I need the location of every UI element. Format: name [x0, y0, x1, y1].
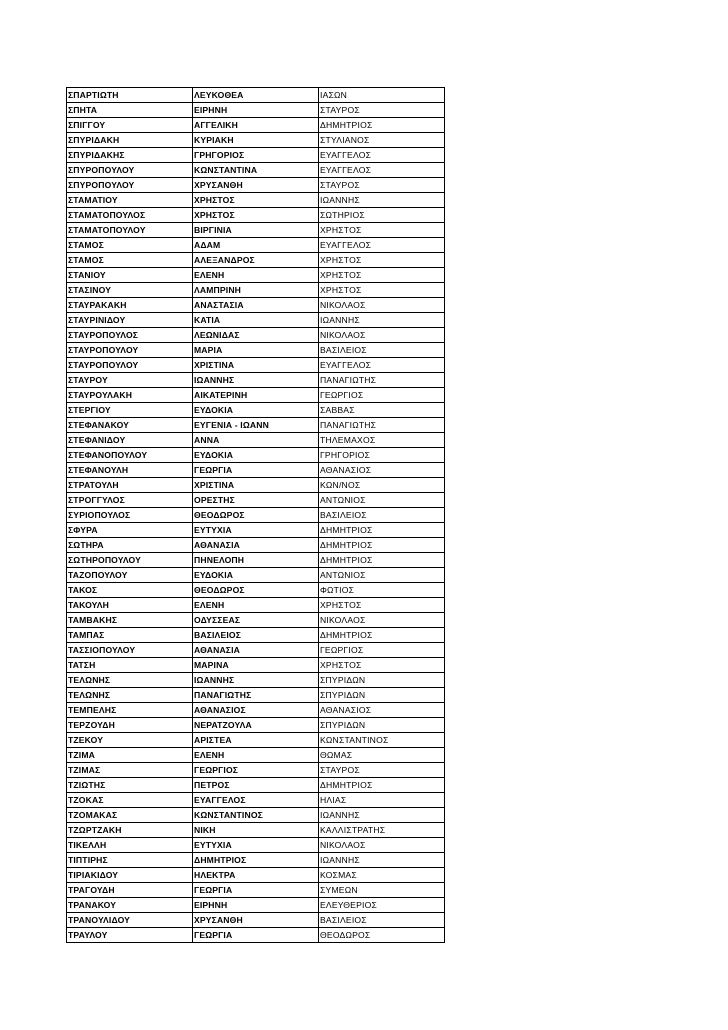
table-row: [67, 808, 445, 823]
surname-cell: ΤΕΜΠΕΛΗΣ: [67, 703, 193, 718]
surname-cell: ΤΖΟΜΑΚΑΣ: [67, 808, 193, 823]
father-name-cell: ΣΠΥΡΙΔΩΝ: [319, 673, 445, 688]
first-name-cell: ΑΓΓΕΛΙΚΗ: [193, 118, 319, 133]
father-name-cell: ΕΛΕΥΘΕΡΙΟΣ: [319, 898, 445, 913]
father-name-cell: ΚΑΛΛΙΣΤΡΑΤΗΣ: [319, 823, 445, 838]
surname-cell: ΣΤΕΦΑΝΟΠΟΥΛΟΥ: [67, 448, 193, 463]
table-row: [67, 718, 445, 733]
table-row: [67, 643, 445, 658]
father-name-cell: ΒΑΣΙΛΕΙΟΣ: [319, 913, 445, 928]
surname-cell: ΣΤΑΜΟΣ: [67, 253, 193, 268]
father-name-cell: ΕΥΑΓΓΕΛΟΣ: [319, 358, 445, 373]
table-row: [67, 748, 445, 763]
surname-cell: ΤΖΙΩΤΗΣ: [67, 778, 193, 793]
father-name-cell: ΣΤΑΥΡΟΣ: [319, 763, 445, 778]
father-name-cell: ΧΡΗΣΤΟΣ: [319, 268, 445, 283]
surname-cell: ΣΥΡΙΟΠΟΥΛΟΣ: [67, 508, 193, 523]
first-name-cell: ΠΑΝΑΓΙΩΤΗΣ: [193, 688, 319, 703]
table-row: [67, 883, 445, 898]
father-name-cell: ΧΡΗΣΤΟΣ: [319, 598, 445, 613]
table-row: [67, 838, 445, 853]
first-name-cell: ΛΕΩΝΙΔΑΣ: [193, 328, 319, 343]
first-name-cell: ΒΙΡΓΙΝΙΑ: [193, 223, 319, 238]
table-row: [67, 403, 445, 418]
table-row: [67, 463, 445, 478]
father-name-cell: ΣΥΜΕΩΝ: [319, 883, 445, 898]
first-name-cell: ΚΑΤΙΑ: [193, 313, 319, 328]
table-row: [67, 598, 445, 613]
first-name-cell: ΙΩΑΝΝΗΣ: [193, 373, 319, 388]
surname-cell: ΤΑΚΟΥΛΗ: [67, 598, 193, 613]
surname-cell: ΤΡΑΥΛΟΥ: [67, 928, 193, 943]
surname-cell: ΣΤΡΑΤΟΥΛΗ: [67, 478, 193, 493]
table-row: [67, 478, 445, 493]
surname-cell: ΣΤΕΦΑΝΙΔΟΥ: [67, 433, 193, 448]
first-name-cell: ΒΑΣΙΛΕΙΟΣ: [193, 628, 319, 643]
first-name-cell: ΕΥΓΕΝΙΑ - ΙΩΑΝΝ: [193, 418, 319, 433]
first-name-cell: ΙΩΑΝΝΗΣ: [193, 673, 319, 688]
father-name-cell: ΝΙΚΟΛΑΟΣ: [319, 298, 445, 313]
first-name-cell: ΕΥΤΥΧΙΑ: [193, 838, 319, 853]
father-name-cell: ΣΤΥΛΙΑΝΟΣ: [319, 133, 445, 148]
surname-cell: ΤΑΚΟΣ: [67, 583, 193, 598]
father-name-cell: ΝΙΚΟΛΑΟΣ: [319, 838, 445, 853]
surname-cell: ΤΡΑΓΟΥΔΗ: [67, 883, 193, 898]
surname-cell: ΤΙΚΕΛΛΗ: [67, 838, 193, 853]
first-name-cell: ΧΡΙΣΤΙΝΑ: [193, 478, 319, 493]
table-row: [67, 928, 445, 943]
father-name-cell: ΘΩΜΑΣ: [319, 748, 445, 763]
first-name-cell: ΜΑΡΙΑ: [193, 343, 319, 358]
surname-cell: ΤΡΑΝΑΚΟΥ: [67, 898, 193, 913]
table-row: [67, 823, 445, 838]
surname-cell: ΣΤΑΜΑΤΟΠΟΥΛΟΥ: [67, 223, 193, 238]
surname-cell: ΣΤΑΜΑΤΙΟΥ: [67, 193, 193, 208]
father-name-cell: ΕΥΑΓΓΕΛΟΣ: [319, 148, 445, 163]
table-row: [67, 613, 445, 628]
surname-cell: ΣΤΕΡΓΙΟΥ: [67, 403, 193, 418]
surname-cell: ΤΑΜΒΑΚΗΣ: [67, 613, 193, 628]
first-name-cell: ΑΝΑΣΤΑΣΙΑ: [193, 298, 319, 313]
surname-cell: ΣΠΗΤΑ: [67, 103, 193, 118]
surname-cell: ΤΖΕΚΟΥ: [67, 733, 193, 748]
first-name-cell: ΟΔΥΣΣΕΑΣ: [193, 613, 319, 628]
first-name-cell: ΕΛΕΝΗ: [193, 598, 319, 613]
first-name-cell: ΧΡΥΣΑΝΘΗ: [193, 178, 319, 193]
table-row: [67, 118, 445, 133]
table-row: [67, 418, 445, 433]
first-name-cell: ΕΥΔΟΚΙΑ: [193, 403, 319, 418]
table-row: [67, 898, 445, 913]
first-name-cell: ΧΡΙΣΤΙΝΑ: [193, 358, 319, 373]
surname-cell: ΣΤΑΝΙΟΥ: [67, 268, 193, 283]
surname-cell: ΣΠΥΡΙΔΑΚΗ: [67, 133, 193, 148]
father-name-cell: ΦΩΤΙΟΣ: [319, 583, 445, 598]
first-name-cell: ΑΛΕΞΑΝΔΡΟΣ: [193, 253, 319, 268]
name-list-sheet: [66, 87, 445, 943]
table-row: [67, 523, 445, 538]
surname-cell: ΣΤΑΥΡΟΠΟΥΛΟΣ: [67, 328, 193, 343]
father-name-cell: ΑΝΤΩΝΙΟΣ: [319, 568, 445, 583]
first-name-cell: ΛΑΜΠΡΙΝΗ: [193, 283, 319, 298]
table-row: [67, 343, 445, 358]
table-row: [67, 433, 445, 448]
table-row: [67, 283, 445, 298]
surname-cell: ΤΖΟΚΑΣ: [67, 793, 193, 808]
table-row: [67, 193, 445, 208]
father-name-cell: ΣΤΑΥΡΟΣ: [319, 103, 445, 118]
father-name-cell: ΕΥΑΓΓΕΛΟΣ: [319, 163, 445, 178]
father-name-cell: ΑΘΑΝΑΣΙΟΣ: [319, 703, 445, 718]
table-row: [67, 913, 445, 928]
first-name-cell: ΓΕΩΡΓΙΑ: [193, 463, 319, 478]
surname-cell: ΣΤΑΥΡΟΠΟΥΛΟΥ: [67, 343, 193, 358]
surname-cell: ΣΤΑΥΡΑΚΑΚΗ: [67, 298, 193, 313]
table-row: [67, 133, 445, 148]
surname-cell: ΤΕΡΖΟΥΔΗ: [67, 718, 193, 733]
surname-cell: ΣΤΑΣΙΝΟΥ: [67, 283, 193, 298]
first-name-cell: ΓΕΩΡΓΙΑ: [193, 883, 319, 898]
table-row: [67, 868, 445, 883]
father-name-cell: ΕΥΑΓΓΕΛΟΣ: [319, 238, 445, 253]
surname-cell: ΤΖΩΡΤΖΑΚΗ: [67, 823, 193, 838]
table-row: [67, 763, 445, 778]
first-name-cell: ΧΡΗΣΤΟΣ: [193, 208, 319, 223]
father-name-cell: ΔΗΜΗΤΡΙΟΣ: [319, 118, 445, 133]
surname-cell: ΣΦΥΡΑ: [67, 523, 193, 538]
surname-cell: ΤΕΛΩΝΗΣ: [67, 688, 193, 703]
first-name-cell: ΧΡΥΣΑΝΘΗ: [193, 913, 319, 928]
table-row: [67, 208, 445, 223]
father-name-cell: ΚΩΝΣΤΑΝΤΙΝΟΣ: [319, 733, 445, 748]
surname-cell: ΣΠΑΡΤΙΩΤΗ: [67, 88, 193, 103]
table-row: [67, 778, 445, 793]
table-row: [67, 493, 445, 508]
table-row: [67, 703, 445, 718]
surname-cell: ΣΤΑΥΡΟΥ: [67, 373, 193, 388]
table-row: [67, 853, 445, 868]
father-name-cell: ΔΗΜΗΤΡΙΟΣ: [319, 553, 445, 568]
surname-cell: ΣΤΑΥΡΟΠΟΥΛΟΥ: [67, 358, 193, 373]
surname-cell: ΣΤΕΦΑΝΑΚΟΥ: [67, 418, 193, 433]
father-name-cell: ΣΤΑΥΡΟΣ: [319, 178, 445, 193]
father-name-cell: ΑΝΤΩΝΙΟΣ: [319, 493, 445, 508]
table-row: [67, 238, 445, 253]
table-row: [67, 163, 445, 178]
first-name-cell: ΑΘΑΝΑΣΙΑ: [193, 643, 319, 658]
father-name-cell: ΚΩΝ/ΝΟΣ: [319, 478, 445, 493]
first-name-cell: ΕΛΕΝΗ: [193, 748, 319, 763]
surname-cell: ΣΤΑΥΡΟΥΛΑΚΗ: [67, 388, 193, 403]
surname-cell: ΣΠΥΡΟΠΟΥΛΟΥ: [67, 163, 193, 178]
first-name-cell: ΓΕΩΡΓΙΑ: [193, 928, 319, 943]
father-name-cell: ΤΗΛΕΜΑΧΟΣ: [319, 433, 445, 448]
surname-cell: ΣΠΥΡΟΠΟΥΛΟΥ: [67, 178, 193, 193]
surname-cell: ΤΕΛΩΝΗΣ: [67, 673, 193, 688]
father-name-cell: ΙΑΣΩΝ: [319, 88, 445, 103]
father-name-cell: ΗΛΙΑΣ: [319, 793, 445, 808]
father-name-cell: ΧΡΗΣΤΟΣ: [319, 283, 445, 298]
father-name-cell: ΔΗΜΗΤΡΙΟΣ: [319, 628, 445, 643]
surname-cell: ΣΤΕΦΑΝΟΥΛΗ: [67, 463, 193, 478]
first-name-cell: ΑΡΙΣΤΕΑ: [193, 733, 319, 748]
table-row: [67, 103, 445, 118]
table-row: [67, 553, 445, 568]
first-name-cell: ΕΥΤΥΧΙΑ: [193, 523, 319, 538]
name-table: [66, 87, 445, 943]
surname-cell: ΣΤΑΜΟΣ: [67, 238, 193, 253]
father-name-cell: ΙΩΑΝΝΗΣ: [319, 853, 445, 868]
first-name-cell: ΜΑΡΙΝΑ: [193, 658, 319, 673]
first-name-cell: ΕΥΑΓΓΕΛΟΣ: [193, 793, 319, 808]
father-name-cell: ΒΑΣΙΛΕΙΟΣ: [319, 343, 445, 358]
first-name-cell: ΕΙΡΗΝΗ: [193, 103, 319, 118]
first-name-cell: ΕΥΔΟΚΙΑ: [193, 448, 319, 463]
table-row: [67, 688, 445, 703]
table-row: [67, 583, 445, 598]
surname-cell: ΣΠΥΡΙΔΑΚΗΣ: [67, 148, 193, 163]
father-name-cell: ΣΑΒΒΑΣ: [319, 403, 445, 418]
father-name-cell: ΧΡΗΣΤΟΣ: [319, 658, 445, 673]
table-row: [67, 358, 445, 373]
table-row: [67, 328, 445, 343]
father-name-cell: ΣΠΥΡΙΔΩΝ: [319, 688, 445, 703]
table-row: [67, 148, 445, 163]
father-name-cell: ΔΗΜΗΤΡΙΟΣ: [319, 523, 445, 538]
table-row: [67, 568, 445, 583]
table-row: [67, 658, 445, 673]
first-name-cell: ΟΡΕΣΤΗΣ: [193, 493, 319, 508]
surname-cell: ΣΩΤΗΡΑ: [67, 538, 193, 553]
surname-cell: ΤΖΙΜΑΣ: [67, 763, 193, 778]
surname-cell: ΤΑΣΣΙΟΠΟΥΛΟΥ: [67, 643, 193, 658]
father-name-cell: ΧΡΗΣΤΟΣ: [319, 253, 445, 268]
table-row: [67, 223, 445, 238]
table-row: [67, 178, 445, 193]
surname-cell: ΤΑΤΣΗ: [67, 658, 193, 673]
father-name-cell: ΣΠΥΡΙΔΩΝ: [319, 718, 445, 733]
father-name-cell: ΝΙΚΟΛΑΟΣ: [319, 613, 445, 628]
father-name-cell: ΠΑΝΑΓΙΩΤΗΣ: [319, 418, 445, 433]
first-name-cell: ΧΡΗΣΤΟΣ: [193, 193, 319, 208]
father-name-cell: ΙΩΑΝΝΗΣ: [319, 313, 445, 328]
surname-cell: ΣΠΙΓΓΟΥ: [67, 118, 193, 133]
table-row: [67, 313, 445, 328]
father-name-cell: ΓΕΩΡΓΙΟΣ: [319, 643, 445, 658]
name-table-body: [67, 88, 445, 943]
first-name-cell: ΘΕΟΔΩΡΟΣ: [193, 508, 319, 523]
table-row: [67, 733, 445, 748]
table-row: [67, 673, 445, 688]
first-name-cell: ΕΥΔΟΚΙΑ: [193, 568, 319, 583]
table-row: [67, 388, 445, 403]
surname-cell: ΣΩΤΗΡΟΠΟΥΛΟΥ: [67, 553, 193, 568]
first-name-cell: ΑΘΑΝΑΣΙΑ: [193, 538, 319, 553]
father-name-cell: ΝΙΚΟΛΑΟΣ: [319, 328, 445, 343]
first-name-cell: ΝΙΚΗ: [193, 823, 319, 838]
father-name-cell: ΚΟΣΜΑΣ: [319, 868, 445, 883]
first-name-cell: ΑΔΑΜ: [193, 238, 319, 253]
surname-cell: ΤΑΖΟΠΟΥΛΟΥ: [67, 568, 193, 583]
father-name-cell: ΙΩΑΝΝΗΣ: [319, 808, 445, 823]
table-row: [67, 253, 445, 268]
father-name-cell: ΓΕΩΡΓΙΟΣ: [319, 388, 445, 403]
first-name-cell: ΘΕΟΔΩΡΟΣ: [193, 583, 319, 598]
first-name-cell: ΠΗΝΕΛΟΠΗ: [193, 553, 319, 568]
surname-cell: ΤΑΜΠΑΣ: [67, 628, 193, 643]
table-row: [67, 508, 445, 523]
first-name-cell: ΚΩΝΣΤΑΝΤΙΝΟΣ: [193, 808, 319, 823]
table-row: [67, 628, 445, 643]
first-name-cell: ΛΕΥΚΟΘΕΑ: [193, 88, 319, 103]
first-name-cell: ΓΕΩΡΓΙΟΣ: [193, 763, 319, 778]
table-row: [67, 298, 445, 313]
surname-cell: ΤΙΡΙΑΚΙΔΟΥ: [67, 868, 193, 883]
father-name-cell: ΣΩΤΗΡΙΟΣ: [319, 208, 445, 223]
first-name-cell: ΚΥΡΙΑΚΗ: [193, 133, 319, 148]
father-name-cell: ΙΩΑΝΝΗΣ: [319, 193, 445, 208]
father-name-cell: ΔΗΜΗΤΡΙΟΣ: [319, 538, 445, 553]
father-name-cell: ΠΑΝΑΓΙΩΤΗΣ: [319, 373, 445, 388]
table-row: [67, 88, 445, 103]
surname-cell: ΤΡΑΝΟΥΛΙΔΟΥ: [67, 913, 193, 928]
first-name-cell: ΑΙΚΑΤΕΡΙΝΗ: [193, 388, 319, 403]
table-row: [67, 793, 445, 808]
first-name-cell: ΓΡΗΓΟΡΙΟΣ: [193, 148, 319, 163]
first-name-cell: ΠΕΤΡΟΣ: [193, 778, 319, 793]
father-name-cell: ΔΗΜΗΤΡΙΟΣ: [319, 778, 445, 793]
surname-cell: ΣΤΡΟΓΓΥΛΟΣ: [67, 493, 193, 508]
table-row: [67, 448, 445, 463]
surname-cell: ΣΤΑΜΑΤΟΠΟΥΛΟΣ: [67, 208, 193, 223]
father-name-cell: ΒΑΣΙΛΕΙΟΣ: [319, 508, 445, 523]
surname-cell: ΤΖΙΜΑ: [67, 748, 193, 763]
first-name-cell: ΑΘΑΝΑΣΙΟΣ: [193, 703, 319, 718]
first-name-cell: ΝΕΡΑΤΖΟΥΛΑ: [193, 718, 319, 733]
surname-cell: ΤΙΠΤΙΡΗΣ: [67, 853, 193, 868]
first-name-cell: ΕΙΡΗΝΗ: [193, 898, 319, 913]
first-name-cell: ΑΝΝΑ: [193, 433, 319, 448]
father-name-cell: ΘΕΟΔΩΡΟΣ: [319, 928, 445, 943]
table-row: [67, 538, 445, 553]
first-name-cell: ΕΛΕΝΗ: [193, 268, 319, 283]
table-row: [67, 373, 445, 388]
first-name-cell: ΗΛΕΚΤΡΑ: [193, 868, 319, 883]
surname-cell: ΣΤΑΥΡΙΝΙΔΟΥ: [67, 313, 193, 328]
father-name-cell: ΧΡΗΣΤΟΣ: [319, 223, 445, 238]
first-name-cell: ΚΩΝΣΤΑΝΤΙΝΑ: [193, 163, 319, 178]
first-name-cell: ΔΗΜΗΤΡΙΟΣ: [193, 853, 319, 868]
father-name-cell: ΑΘΑΝΑΣΙΟΣ: [319, 463, 445, 478]
father-name-cell: ΓΡΗΓΟΡΙΟΣ: [319, 448, 445, 463]
table-row: [67, 268, 445, 283]
